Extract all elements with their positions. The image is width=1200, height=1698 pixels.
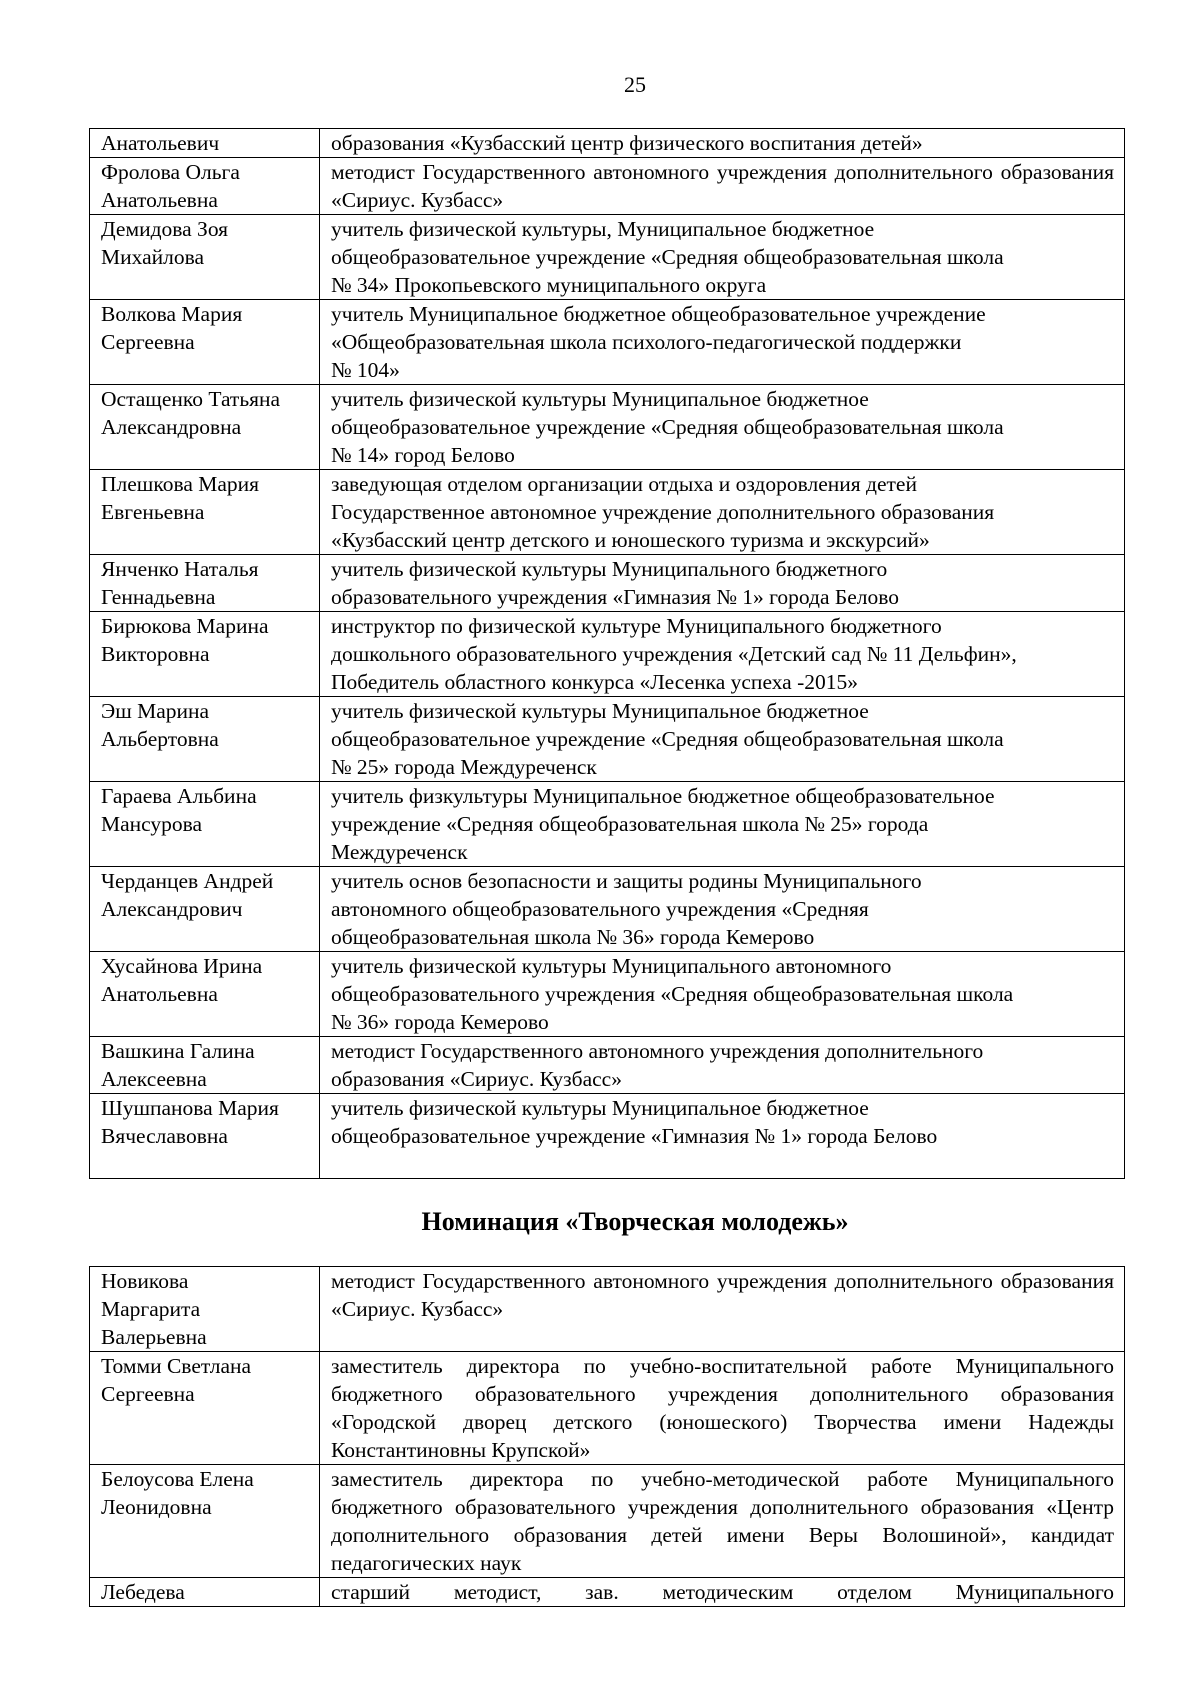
table-row [90, 612, 1125, 697]
table-row [90, 158, 1125, 215]
participant-position: учитель физической культуры Муниципальное бюджетное общеобразовательное учреждение «Средняя общеобразовательная школа № 25» города Междуреченск [320, 697, 1125, 782]
participant-position: учитель основ безопасности и защиты родины Муниципального автономного общеобразовательного учреждения «Средняя общеобразовательная школа № 36» города Кемерово [320, 867, 1125, 952]
participant-position: заместитель директора по учебно-методической работе Муниципального бюджетного образовательного учреждения дополнительного образования «Центр дополнительного образования детей имени Веры Волошиной», кандидат педагогических наук [320, 1465, 1125, 1578]
participant-name: Белоусова Елена Леонидовна [90, 1465, 320, 1578]
participant-position: методист Государственного автономного учреждения дополнительного образования «Сириус. Кузбасс» [320, 1037, 1125, 1094]
table-row [90, 867, 1125, 952]
table-row [90, 129, 1125, 158]
table-row [90, 385, 1125, 470]
table-row [90, 1465, 1125, 1578]
table-row [90, 470, 1125, 555]
table-row [90, 215, 1125, 300]
table-row [90, 1578, 1125, 1607]
participant-name: Эш Марина Альбертовна [90, 697, 320, 782]
table-row [90, 952, 1125, 1037]
table-row [90, 300, 1125, 385]
participant-position: учитель физической культуры, Муниципальное бюджетное общеобразовательное учреждение «Средняя общеобразовательная школа № 34» Прокопьевского муниципального округа [320, 215, 1125, 300]
participant-name: Хусайнова Ирина Анатольевна [90, 952, 320, 1037]
table-row [90, 697, 1125, 782]
participant-name: Волкова Мария Сергеевна [90, 300, 320, 385]
participant-name: Плешкова Мария Евгеньевна [90, 470, 320, 555]
table-row [90, 1267, 1125, 1352]
participant-position: методист Государственного автономного учреждения дополнительного образования «Сириус. Кузбасс» [320, 158, 1125, 215]
participant-name: Лебедева [90, 1578, 320, 1607]
page-number: 25 [624, 72, 646, 97]
participant-name: Новикова Маргарита Валерьевна [90, 1267, 320, 1352]
participant-name: Фролова Ольга Анатольевна [90, 158, 320, 215]
table-row [90, 1352, 1125, 1465]
participant-name: Бирюкова Марина Викторовна [90, 612, 320, 697]
participant-position: инструктор по физической культуре Муниципального бюджетного дошкольного образовательного учреждения «Детский сад № 11 Дельфин», Победитель областного конкурса «Лесенка успеха -2015» [320, 612, 1125, 697]
participant-position: методист Государственного автономного учреждения дополнительного образования «Сириус. Кузбасс» [320, 1267, 1125, 1352]
participants-table [89, 128, 1125, 1179]
participant-name: Демидова Зоя Михайлова [90, 215, 320, 300]
participant-name: Анатольевич [90, 129, 320, 158]
participant-position: учитель физической культуры Муниципального автономного общеобразовательного учреждения «Средняя общеобразовательная школа № 36» города Кемерово [320, 952, 1125, 1037]
participant-name: Черданцев Андрей Александрович [90, 867, 320, 952]
participant-position: учитель физической культуры Муниципального бюджетного образовательного учреждения «Гимназия № 1» города Белово [320, 555, 1125, 612]
table-row [90, 782, 1125, 867]
participant-position: учитель физической культуры Муниципальное бюджетное общеобразовательное учреждение «Средняя общеобразовательная школа № 14» город Белово [320, 385, 1125, 470]
participant-position: заместитель директора по учебно-воспитательной работе Муниципального бюджетного образовательного учреждения дополнительного образования «Городской дворец детского (юношеского) Творчества имени Надежды Константиновны Крупской» [320, 1352, 1125, 1465]
participant-name: Остащенко Татьяна Александровна [90, 385, 320, 470]
table-row [90, 555, 1125, 612]
participants-table-creative-youth [89, 1266, 1125, 1607]
participant-position: учитель Муниципальное бюджетное общеобразовательное учреждение «Общеобразовательная школа психолого-педагогической поддержки № 104» [320, 300, 1125, 385]
table-row [90, 1094, 1125, 1179]
participant-position: учитель физкультуры Муниципальное бюджетное общеобразовательное учреждение «Средняя общеобразовательная школа № 25» города Междуреченск [320, 782, 1125, 867]
participant-name: Янченко Наталья Геннадьевна [90, 555, 320, 612]
participant-name: Вашкина Галина Алексеевна [90, 1037, 320, 1094]
participant-position: старший методист, зав. методическим отделом Муниципального [320, 1578, 1125, 1607]
participant-position: учитель физической культуры Муниципальное бюджетное общеобразовательное учреждение «Гимназия № 1» города Белово [320, 1094, 1125, 1179]
section-heading: Номинация «Творческая молодежь» [421, 1207, 849, 1236]
participant-position: образования «Кузбасский центр физического воспитания детей» [320, 129, 1125, 158]
participant-name: Гараева Альбина Мансурова [90, 782, 320, 867]
table-row [90, 1037, 1125, 1094]
participant-name: Шушпанова Мария Вячеславовна [90, 1094, 320, 1179]
participant-position: заведующая отделом организации отдыха и оздоровления детей Государственное автономное учреждение дополнительного образования «Кузбасский центр детского и юношеского туризма и экскурсий» [320, 470, 1125, 555]
participant-name: Томми Светлана Сергеевна [90, 1352, 320, 1465]
